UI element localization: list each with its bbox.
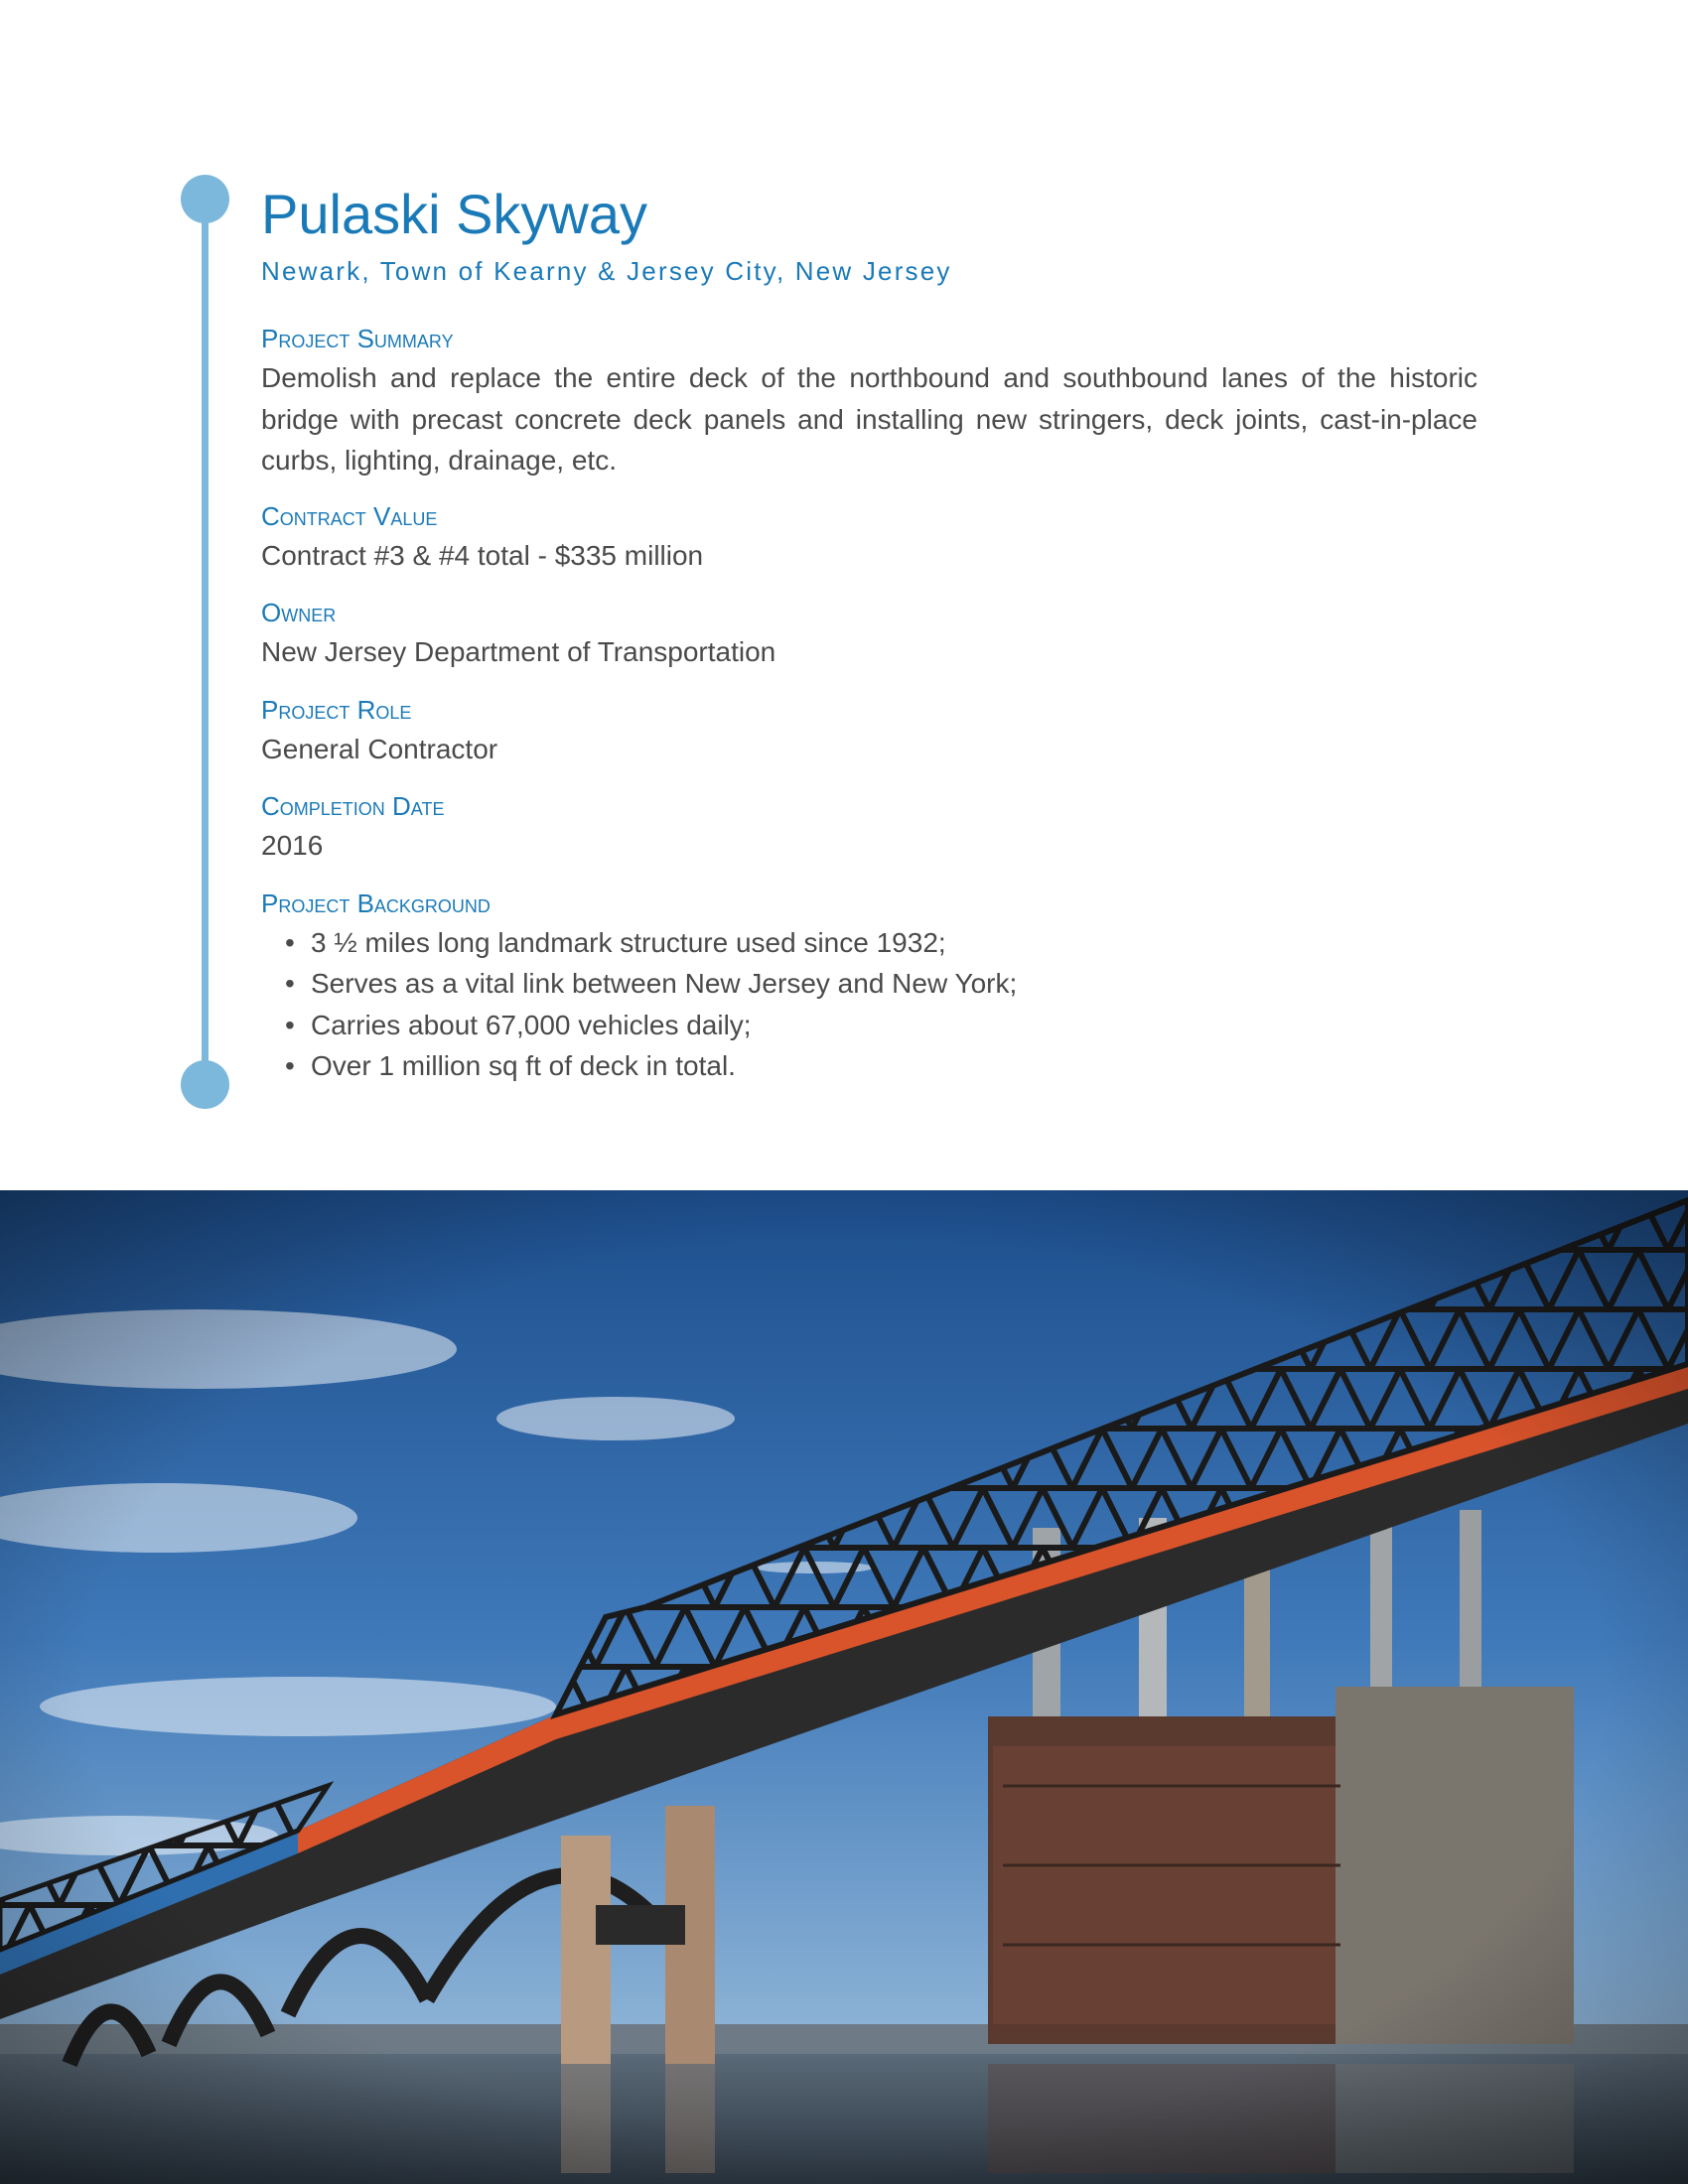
owner-text: New Jersey Department of Transportation: [261, 636, 776, 667]
bridge-photo: [0, 1190, 1688, 2184]
list-item: [285, 1045, 1477, 1087]
list-item-text: Carries about 67,000 vehicles daily;: [311, 1009, 752, 1040]
bullet-icon: •: [285, 968, 295, 999]
list-item-text: Over 1 million sq ft of deck in total.: [311, 1050, 736, 1081]
summary-text: Demolish and replace the entire deck of the northbound and southbound lanes of the historic bridge with precast concrete deck panels and installing new stringers, deck joints, cast-in-place curbs, lighting, drainage, etc.: [261, 362, 1477, 476]
list-item: [285, 1005, 1477, 1046]
contract-value-text: Contract #3 & #4 total - $335 million: [261, 539, 704, 571]
list-item-text: 3 ½ miles long landmark structure used since 1932;: [311, 926, 946, 958]
contract-value-label: Contract Value: [261, 500, 438, 531]
project-details: [261, 177, 1477, 1087]
project-role-label: Project Role: [261, 694, 412, 725]
project-role-text: General Contractor: [261, 733, 498, 764]
list-item-text: Serves as a vital link between New Jersey and New York;: [311, 968, 1018, 999]
background-list: [261, 922, 1477, 1087]
background-label: Project Background: [261, 887, 491, 918]
summary-label: Project Summary: [261, 324, 454, 353]
project-title: Pulaski Skyway: [261, 183, 648, 245]
completion-date-text: 2016: [261, 830, 324, 861]
owner-label: Owner: [261, 598, 337, 627]
bullet-icon: •: [285, 926, 295, 958]
list-item: [285, 922, 1477, 964]
completion-date-label: Completion Date: [261, 791, 445, 821]
bullet-icon: •: [285, 1050, 295, 1081]
timeline-dot-top: [181, 175, 229, 223]
timeline-dot-bottom: [181, 1060, 229, 1109]
timeline-line: [202, 199, 209, 1085]
bullet-icon: •: [285, 1009, 295, 1040]
project-location: Newark, Town of Kearny & Jersey City, New Jersey: [261, 256, 952, 286]
list-item: [285, 963, 1477, 1005]
photo-vignette: [0, 1190, 1688, 2184]
